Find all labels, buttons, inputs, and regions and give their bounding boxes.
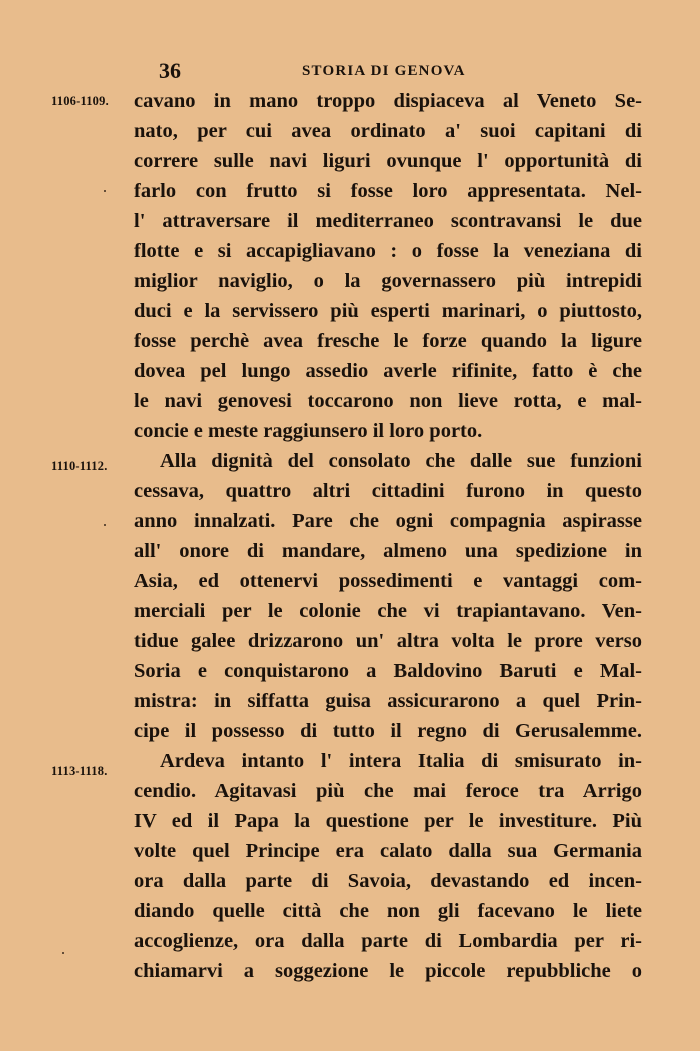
text-line: duci e la servissero più esperti marinari, o piuttosto, bbox=[134, 300, 642, 322]
text-line: cendio. Agitavasi più che mai feroce tra Arrigo bbox=[134, 780, 642, 802]
text-line: IV ed il Papa la questione per le investiture. Più bbox=[134, 810, 642, 832]
text-line: nato, per cui avea ordinato a' suoi capitani di bbox=[134, 120, 642, 142]
text-line: mistra: in siffatta guisa assicurarono a quel Prin- bbox=[134, 690, 642, 712]
text-line: dovea pel lungo assedio averle rifinite, fatto è che bbox=[134, 360, 642, 382]
margin-date-3: 1113-1118. bbox=[51, 764, 108, 778]
text-line: accoglienze, ora dalla parte di Lombardia per ri- bbox=[134, 930, 642, 952]
text-line: tidue galee drizzarono un' altra volta le prore verso bbox=[134, 630, 642, 652]
body-text bbox=[134, 86, 642, 986]
margin-speck bbox=[62, 952, 64, 954]
text-line: fosse perchè avea fresche le forze quando la ligure bbox=[134, 330, 642, 352]
text-line: concie e meste raggiunsero il loro porto. bbox=[134, 420, 483, 442]
text-line: volte quel Principe era calato dalla sua Germania bbox=[134, 840, 642, 862]
text-line: chiamarvi a soggezione le piccole repubbliche o bbox=[134, 960, 642, 982]
margin-speck bbox=[104, 190, 106, 192]
text-line: cipe il possesso di tutto il regno di Gerusalemme. bbox=[134, 720, 642, 742]
page-number: 36 bbox=[159, 58, 181, 83]
page-header bbox=[0, 56, 700, 86]
text-line: Ardeva intanto l' intera Italia di smisurato in- bbox=[160, 750, 642, 772]
text-line: all' onore di mandare, almeno una spedizione in bbox=[134, 540, 642, 562]
text-line: cavano in mano troppo dispiaceva al Veneto Se- bbox=[134, 90, 642, 112]
margin-date-2: 1110-1112. bbox=[51, 459, 108, 473]
text-line: miglior naviglio, o la governassero più intrepidi bbox=[134, 270, 642, 292]
margin-speck bbox=[104, 524, 106, 526]
text-line: ora dalla parte di Savoia, devastando ed incen- bbox=[134, 870, 642, 892]
text-line: correre sulle navi liguri ovunque l' opportunità di bbox=[134, 150, 642, 172]
text-line: merciali per le colonie che vi trapiantavano. Ven- bbox=[134, 600, 642, 622]
text-line: farlo con frutto si fosse loro appresentata. Nel- bbox=[134, 180, 642, 202]
text-line: cessava, quattro altri cittadini furono in questo bbox=[134, 480, 642, 502]
text-line: Soria e conquistarono a Baldovino Baruti e Mal- bbox=[134, 660, 642, 682]
margin-date-1: 1106-1109. bbox=[51, 94, 109, 108]
text-line: anno innalzati. Pare che ogni compagnia aspirasse bbox=[134, 510, 642, 532]
text-line: l' attraversare il mediterraneo scontravansi le due bbox=[134, 210, 642, 232]
running-title: STORIA DI GENOVA bbox=[302, 63, 466, 79]
text-line: le navi genovesi toccarono non lieve rotta, e mal- bbox=[134, 390, 642, 412]
text-line: Alla dignità del consolato che dalle sue funzioni bbox=[160, 450, 642, 472]
text-line: diando quelle città che non gli facevano le liete bbox=[134, 900, 642, 922]
text-line: Asia, ed ottenervi possedimenti e vantaggi com- bbox=[134, 570, 642, 592]
text-line: flotte e si accapigliavano : o fosse la veneziana di bbox=[134, 240, 642, 262]
